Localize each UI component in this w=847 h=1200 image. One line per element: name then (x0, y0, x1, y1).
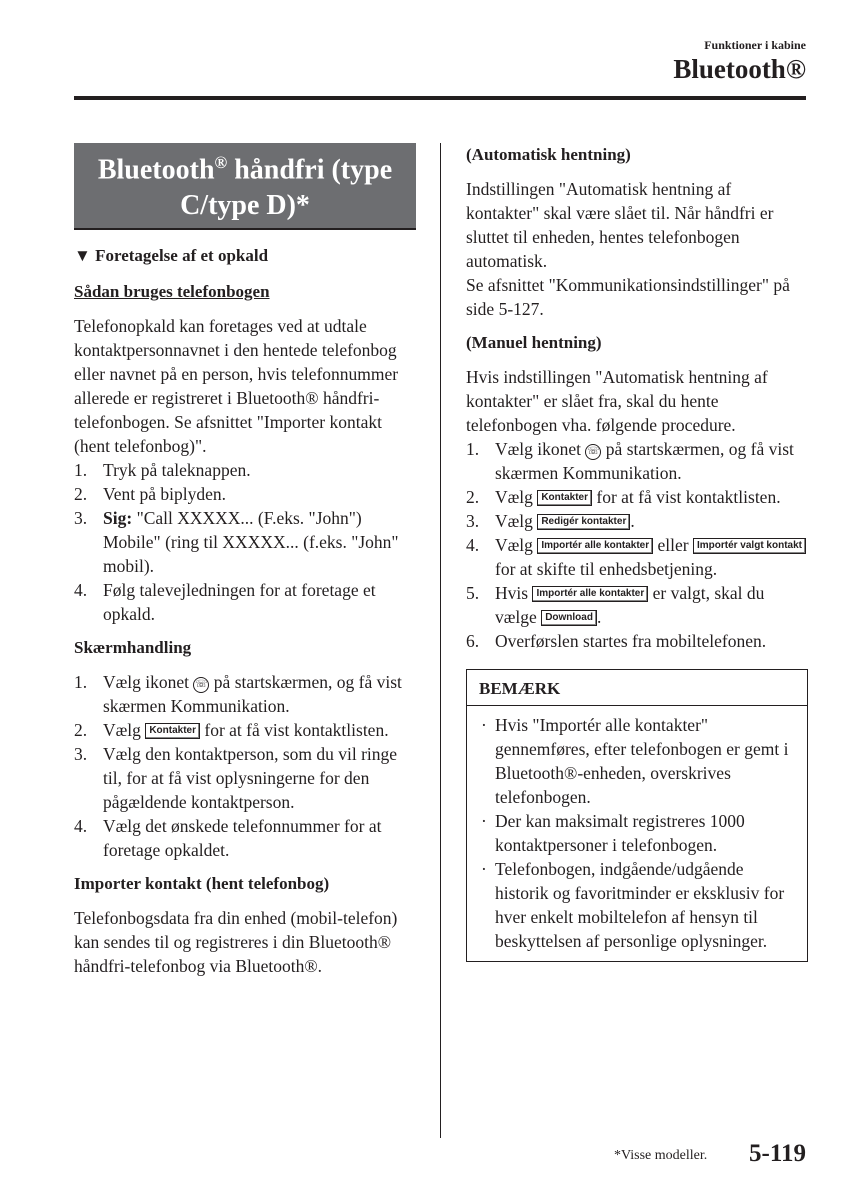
paragraph-manual: Hvis indstillingen "Automatisk hentning af kontakter" er slået fra, skal du hente telefonbogen vha. følgende procedure. (466, 367, 768, 435)
chapter-title-box (74, 143, 416, 230)
paragraph-import: Telefonbogsdata fra din enhed (mobil-telefon) kan sendes til og registreres i din Bluetooth® håndfri-telefonbog via Bluetooth®. (74, 908, 398, 977)
list-item (466, 533, 808, 581)
step-text: er valgt, skal du vælge (495, 583, 765, 627)
note-item (481, 809, 797, 857)
step-number: 3. (74, 508, 88, 529)
note-box (466, 669, 808, 962)
note-text: Der kan maksimalt registreres 1000 kontaktpersoner i telefonbogen. (495, 811, 745, 855)
list-item (74, 814, 416, 862)
step-text: Vent på biplyden. (103, 484, 226, 505)
step-text: Vælg ikonet (103, 672, 194, 693)
screen-steps-list (74, 670, 416, 862)
list-item (466, 485, 808, 509)
note-text: Telefonbogen, indgående/udgående historik og favoritminder er eksklusiv for hver enkelt mobiltelefon af hensyn til beskyttelsen af personlige oplysninger. (495, 859, 785, 951)
contacts-button[interactable]: Kontakter (145, 723, 200, 739)
header-section: Funktioner i kabine (704, 38, 806, 52)
chapter-title-rest: håndfri (type C/type D)* (180, 154, 393, 222)
header-title: Bluetooth® (673, 54, 806, 84)
list-item (74, 506, 416, 578)
step-number: 4. (466, 535, 480, 555)
step-text: . (596, 607, 602, 627)
manual-steps-list (466, 437, 808, 653)
page-number: 5-119 (749, 1140, 806, 1167)
column-divider (440, 143, 441, 1138)
step-bold: Sig: (103, 508, 133, 529)
subheading-auto: (Automatisk hentning) (466, 145, 631, 164)
step-text: for at få vist kontaktlisten. (592, 487, 781, 507)
step-number: 4. (74, 580, 88, 601)
list-item (74, 670, 416, 718)
step-number: 1. (466, 439, 480, 459)
import-selected-contact-button[interactable]: Importér valgt kontakt (693, 538, 806, 554)
section-heading-text: Foretagelse af et opkald (95, 246, 269, 266)
step-number: 6. (466, 631, 480, 651)
footnote: *Visse modeller. (614, 1148, 708, 1163)
step-text: Følg talevejledningen for at foretage et opkald. (103, 580, 376, 625)
subheading-phonebook: Sådan bruges telefonbogen (74, 282, 270, 302)
bullet-dot: · (481, 859, 487, 879)
phone-icon[interactable]: ☏ (585, 444, 601, 460)
step-text: Tryk på taleknappen. (103, 460, 251, 481)
step-text: Hvis (495, 583, 533, 603)
note-text: Hvis "Importér alle kontakter" gennemføres, efter telefonbogen er gemt i Bluetooth®-enheden, overskrives telefonbogen. (495, 715, 789, 807)
paragraph-phonebook: Telefonopkald kan foretages ved at udtale kontaktpersonnavnet i den hentede telefonbog eller navnet på en person, hvis telefonnummer allerede er registreret i Bluetooth® håndfri-telefonbogen. Se afsnittet "Importer kontakt (hent telefonbog)". (74, 316, 399, 457)
step-number: 1. (74, 672, 88, 693)
paragraph-auto-ref: Se afsnittet "Kommunikationsindstillinger" på side 5-127. (466, 275, 790, 319)
section-heading (74, 244, 416, 268)
step-number: 2. (466, 487, 480, 507)
step-text: Vælg (495, 535, 538, 555)
bullet-dot: · (481, 811, 487, 831)
list-item (74, 578, 416, 626)
list-item (74, 718, 416, 742)
subheading-import: Importer kontakt (hent telefonbog) (74, 874, 330, 894)
step-text: for at skifte til enhedsbetjening. (495, 559, 718, 579)
note-title: BEMÆRK (467, 670, 807, 706)
chapter-title-main: Bluetooth (97, 154, 215, 186)
subheading-screen: Skærmhandling (74, 638, 192, 658)
step-text: Vælg ikonet (495, 439, 586, 459)
right-column (466, 143, 808, 962)
step-text: på startskærmen, og få vist skærmen Kommunikation. (103, 672, 402, 717)
edit-contacts-button[interactable]: Redigér kontakter (537, 514, 630, 530)
download-button[interactable]: Download (541, 610, 597, 626)
step-text: Vælg (495, 511, 538, 531)
import-all-contacts-button[interactable]: Importér alle kontakter (537, 538, 653, 554)
step-number: 4. (74, 816, 88, 837)
bullet-dot: · (481, 715, 487, 735)
step-text: Overførslen startes fra mobiltelefonen. (495, 631, 767, 651)
triangle-down-icon: ▼ (74, 246, 91, 266)
step-number: 1. (74, 460, 88, 481)
list-item (74, 482, 416, 506)
header-rule (74, 96, 806, 100)
list-item (466, 509, 808, 533)
contacts-button[interactable]: Kontakter (537, 490, 592, 506)
phone-icon[interactable]: ☏ (193, 677, 209, 693)
step-text: Vælg (103, 720, 146, 741)
step-text: på startskærmen, og få vist skærmen Kommunikation. (495, 439, 794, 483)
note-item (481, 857, 797, 953)
step-text: Vælg (495, 487, 538, 507)
note-body (467, 706, 807, 961)
step-number: 2. (74, 484, 88, 505)
step-text: Vælg den kontaktperson, som du vil ringe til, for at få vist oplysningerne for den pågældende kontaktperson. (103, 744, 398, 813)
left-column (74, 143, 416, 978)
step-text: Vælg det ønskede telefonnummer for at foretage opkaldet. (103, 816, 382, 861)
import-all-contacts-button[interactable]: Importér alle kontakter (532, 586, 648, 602)
step-number: 5. (466, 583, 480, 603)
step-text: "Call XXXXX... (F.eks. "John") Mobile" (ring til XXXXX... (f.eks. "John" mobil). (103, 508, 399, 577)
list-item (466, 629, 808, 653)
step-text: . (630, 511, 635, 531)
chapter-title-reg: ® (214, 153, 228, 172)
subheading-manual: (Manuel hentning) (466, 333, 602, 352)
list-item (74, 742, 416, 814)
step-text: eller (653, 535, 693, 555)
voice-steps-list (74, 458, 416, 626)
paragraph-auto: Indstillingen "Automatisk hentning af kontakter" skal være slået til. Når håndfri er sluttet til enheden, hentes telefonbogen automatisk. (466, 179, 774, 271)
note-item (481, 713, 797, 809)
list-item (466, 437, 808, 485)
list-item (466, 581, 808, 629)
step-number: 3. (74, 744, 88, 765)
step-number: 2. (74, 720, 88, 741)
step-text: for at få vist kontaktlisten. (200, 720, 389, 741)
list-item (74, 458, 416, 482)
step-number: 3. (466, 511, 480, 531)
